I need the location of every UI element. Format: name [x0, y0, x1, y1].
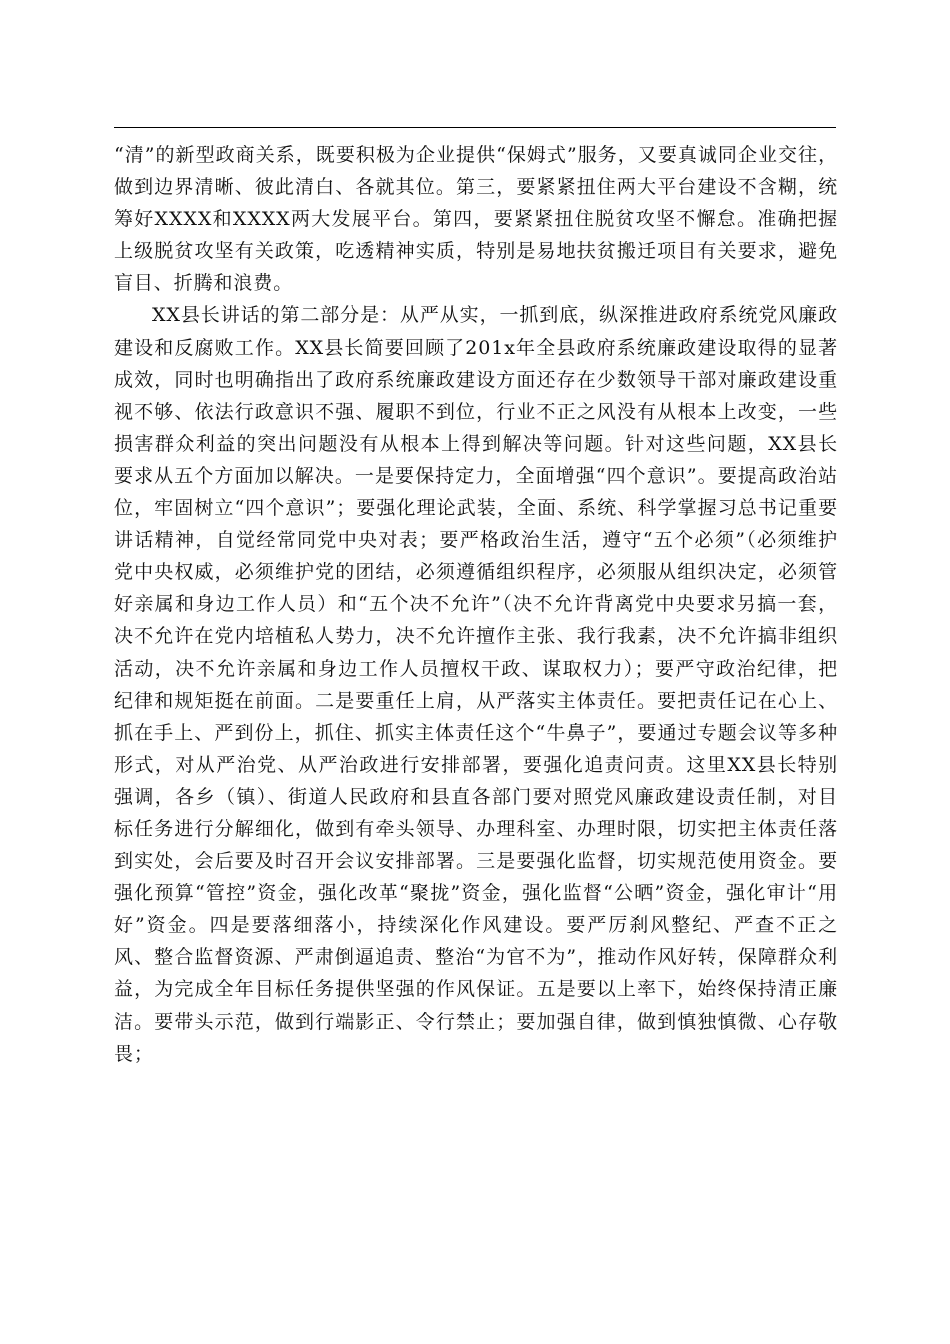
header-rule — [114, 127, 836, 128]
paragraph-continuation: “清”的新型政商关系，既要积极为企业提供“保姆式”服务，又要真诚同企业交往，做到边界清晰、彼此清白、各就其位。第三，要紧紧扭住两大平台建设不含糊，统筹好XXXX和XXXX两大发展平台。第四，要紧紧扭住脱贫攻坚不懈怠。准确把握上级脱贫攻坚有关政策，吃透精神实质，特别是易地扶贫搬迁项目有关要求，避免盲目、折腾和浪费。 — [114, 144, 838, 295]
document-body — [114, 139, 838, 1070]
paragraph-second-part: XX县长讲话的第二部分是：从严从实，一抓到底，纵深推进政府系统党风廉政建设和反腐败工作。XX县长简要回顾了201x年全县政府系统廉政建设取得的显著成效，同时也明确指出了政府系统廉政建设方面还存在少数领导干部对廉政建设重视不够、依法行政意识不强、履职不到位，行业不正之风没有从根本上改变，一些损害群众利益的突出问题没有从根本上得到解决等问题。针对这些问题，XX县长要求从五个方面加以解决。一是要保持定力，全面增强“四个意识”。要提高政治站位，牢固树立“四个意识”；要强化理论武装，全面、系统、科学掌握习总书记重要讲话精神，自觉经常同党中央对表；要严格政治生活，遵守“五个必须”（必须维护党中央权威，必须维护党的团结，必须遵循组织程序，必须服从组织决定，必须管好亲属和身边工作人员）和“五个决不允许”（决不允许背离党中央要求另搞一套，决不允许在党内培植私人势力，决不允许擅作主张、我行我素，决不允许搞非组织活动，决不允许亲属和身边工作人员擅权干政、谋取权力）；要严守政治纪律，把纪律和规矩挺在前面。二是要重任上肩，从严落实主体责任。要把责任记在心上、抓在手上、严到份上，抓住、抓实主体责任这个“牛鼻子”，要通过专题会议等多种形式，对从严治党、从严治政进行安排部署，要强化追责问责。这里XX县长特别强调，各乡（镇）、街道人民政府和县直各部门要对照党风廉政建设责任制，对目标任务进行分解细化，做到有牵头领导、办理科室、办理时限，切实把主体责任落到实处，会后要及时召开会议安排部署。三是要强化监督，切实规范使用资金。要强化预算“管控”资金，强化改革“聚拢”资金，强化监督“公晒”资金，强化审计“用好”资金。四是要落细落小，持续深化作风建设。要严厉刹风整纪、严查不正之风、整合监督资源、严肃倒逼追责、整治“为官不为”，推动作风好转，保障群众利益，为完成全年目标任务提供坚强的作风保证。五是要以上率下，始终保持清正廉洁。要带头示范，做到行端影正、令行禁止；要加强自律，做到慎独慎微、心存敬畏； — [114, 304, 838, 1065]
